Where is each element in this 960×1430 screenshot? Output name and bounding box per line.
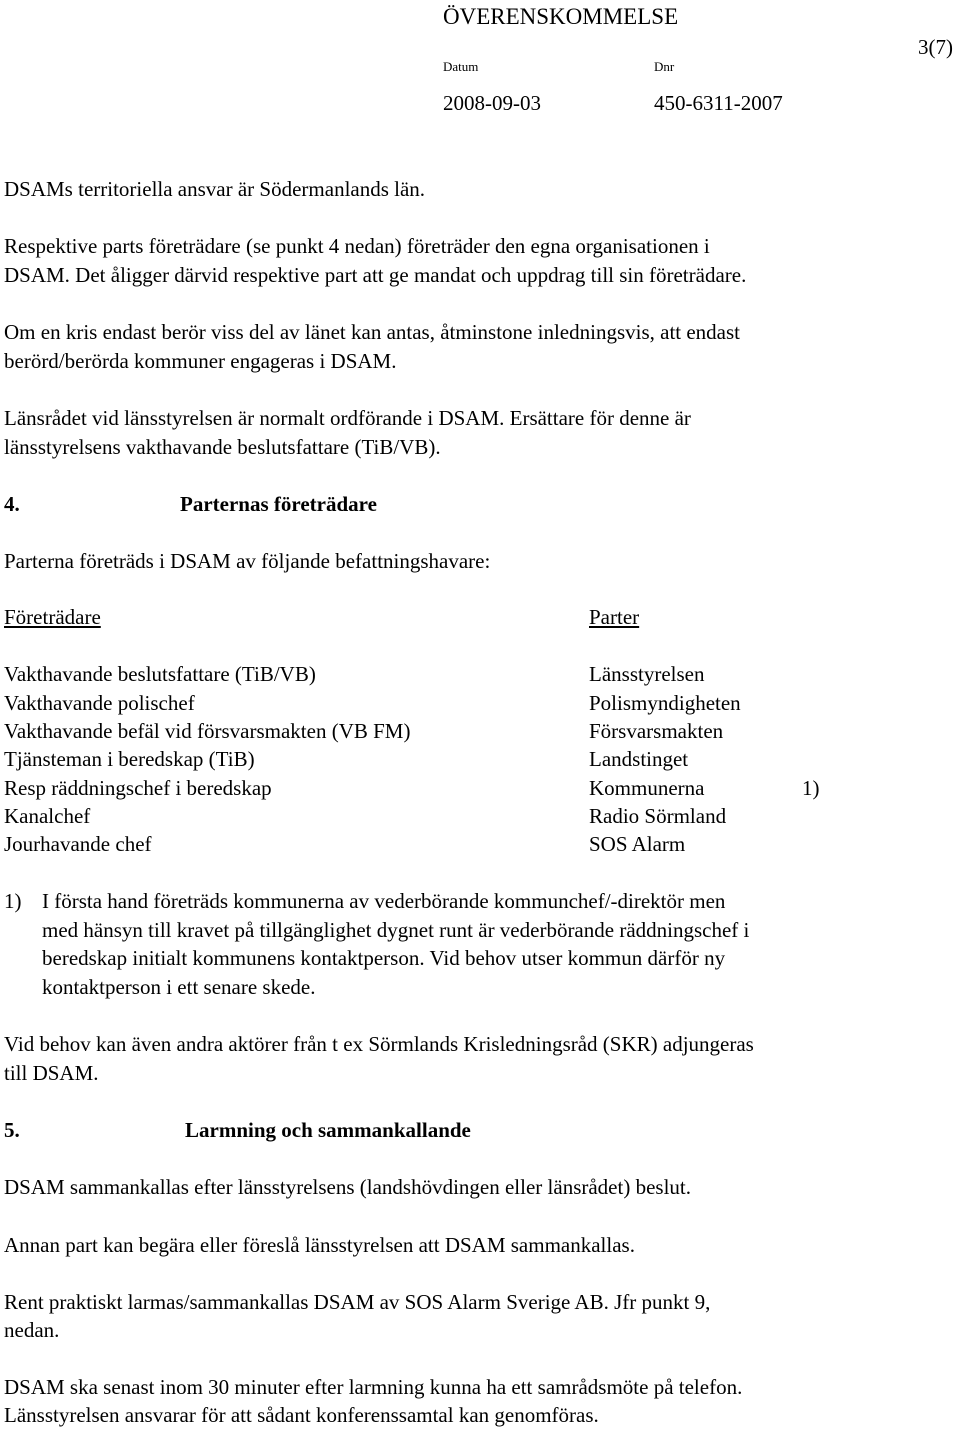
table-row-party: Länsstyrelsen bbox=[589, 662, 705, 686]
paragraph-chair-line2: länsstyrelsens vakthavande beslutsfattare (TiB/VB). bbox=[4, 435, 441, 459]
footnote-line: I första hand företräds kommunerna av vederbörande kommunchef/-direktör men bbox=[42, 889, 726, 913]
date-value: 2008-09-03 bbox=[443, 91, 541, 115]
table-row-party: Polismyndigheten bbox=[589, 691, 741, 715]
paragraph-convening: DSAM sammankallas efter länsstyrelsens (landshövdingen eller länsrådet) beslut. bbox=[4, 1175, 691, 1199]
paragraph-representatives-line2: DSAM. Det åligger därvid respektive part att ge mandat och uppdrag till sin företrädare. bbox=[4, 263, 747, 287]
paragraph-alarm-line1: Rent praktiskt larmas/sammankallas DSAM av SOS Alarm Sverige AB. Jfr punkt 9, bbox=[4, 1290, 711, 1314]
table-row-rep: Vakthavande beslutsfattare (TiB/VB) bbox=[4, 662, 316, 686]
paragraph-crisis-line2: berörd/berörda kommuner engageras i DSAM. bbox=[4, 349, 397, 373]
table-row-rep: Vakthavande befäl vid försvarsmakten (VB FM) bbox=[4, 719, 411, 743]
table-row-rep: Resp räddningschef i beredskap bbox=[4, 776, 272, 800]
table-row-rep: Jourhavande chef bbox=[4, 832, 152, 856]
table-row-party: Landstinget bbox=[589, 747, 689, 771]
section-4-title: Parternas företrädare bbox=[180, 492, 377, 516]
table-row-note: 1) bbox=[802, 776, 820, 800]
paragraph-adjunct-line2: till DSAM. bbox=[4, 1061, 99, 1085]
table-row-party: Försvarsmakten bbox=[589, 719, 724, 743]
paragraph-crisis-line1: Om en kris endast berör viss del av länet kan antas, åtminstone inledningsvis, att endast bbox=[4, 320, 741, 344]
table-row-party: SOS Alarm bbox=[589, 832, 686, 856]
column-header-representative: Företrädare bbox=[4, 605, 101, 629]
paragraph-alarm-line2: nedan. bbox=[4, 1318, 60, 1342]
page-number: 3(7) bbox=[918, 35, 953, 59]
section-5-number: 5. bbox=[4, 1118, 20, 1142]
paragraph-meeting-line1: DSAM ska senast inom 30 minuter efter larmning kunna ha ett samrådsmöte på telefon. bbox=[4, 1375, 743, 1399]
footnote-line: kontaktperson i ett senare skede. bbox=[42, 975, 316, 999]
document-title: ÖVERENSKOMMELSE bbox=[443, 4, 679, 29]
paragraph-chair-line1: Länsrådet vid länsstyrelsen är normalt ordförande i DSAM. Ersättare för denne är bbox=[4, 406, 691, 430]
column-header-party: Parter bbox=[589, 605, 640, 629]
paragraph-representatives-line1: Respektive parts företrädare (se punkt 4 nedan) företräder den egna organisationen i bbox=[4, 234, 710, 258]
dnr-value: 450-6311-2007 bbox=[654, 91, 783, 115]
paragraph-meeting-line2: Länsstyrelsen ansvarar för att sådant konferenssamtal kan genomföras. bbox=[4, 1403, 599, 1427]
date-label: Datum bbox=[443, 59, 479, 74]
paragraph-territorial: DSAMs territoriella ansvar är Södermanlands län. bbox=[4, 177, 426, 201]
table-row-rep: Kanalchef bbox=[4, 804, 91, 828]
footnote-line: med hänsyn till kravet på tillgänglighet dygnet runt är vederbörande räddningschef i bbox=[42, 918, 750, 942]
footnote-number: 1) bbox=[4, 889, 22, 913]
table-row-party: Radio Sörmland bbox=[589, 804, 727, 828]
table-row-party: Kommunerna bbox=[589, 776, 705, 800]
paragraph-other-party: Annan part kan begära eller föreslå länsstyrelsen att DSAM sammankallas. bbox=[4, 1233, 635, 1257]
footnote-line: beredskap initialt kommunens kontaktperson. Vid behov utser kommun därför ny bbox=[42, 946, 726, 970]
paragraph-adjunct-line1: Vid behov kan även andra aktörer från t ex Sörmlands Krisledningsråd (SKR) adjungeras bbox=[4, 1032, 754, 1056]
section-4-number: 4. bbox=[4, 492, 20, 516]
dnr-label: Dnr bbox=[654, 59, 675, 74]
section-5-title: Larmning och sammankallande bbox=[185, 1118, 471, 1142]
table-row-rep: Vakthavande polischef bbox=[4, 691, 195, 715]
section-4-intro: Parterna företräds i DSAM av följande befattningshavare: bbox=[4, 549, 491, 573]
table-row-rep: Tjänsteman i beredskap (TiB) bbox=[4, 747, 255, 771]
